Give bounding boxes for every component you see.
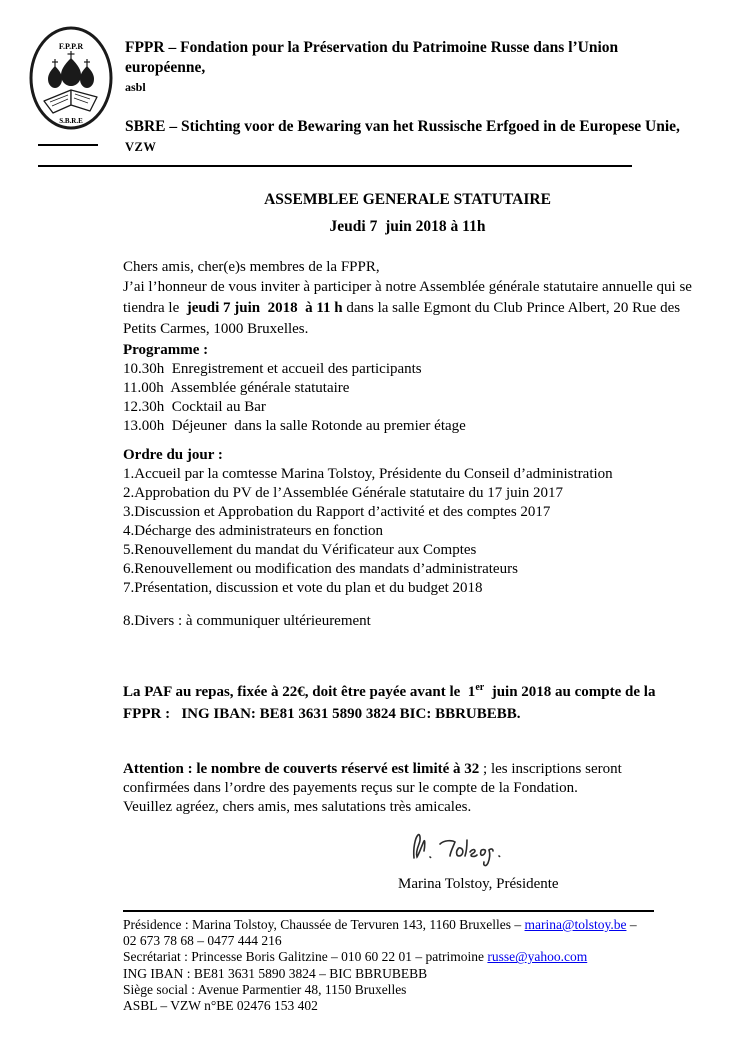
salutation: Chers amis, cher(e)s membres de la FPPR, [123, 259, 380, 275]
intro-text: J’ai l’honneur de vous inviter à participer à notre Assemblée générale statutaire annuelle qui se tiendra le [123, 279, 696, 316]
agenda-item: 4.Décharge des administrateurs en fonction [123, 523, 384, 539]
payment-ordinal-sup: er [475, 682, 485, 693]
org-names [125, 26, 697, 157]
fppr-sbre-logo-icon [29, 26, 113, 130]
agenda-label: Ordre du jour : [123, 447, 223, 463]
footer [123, 910, 669, 1014]
payment-paragraph [123, 681, 692, 725]
attention-paragraph [123, 760, 692, 798]
footer-secretariat-line [123, 949, 669, 965]
agenda-item-divers: 8.Divers : à communiquer ultérieurement [123, 613, 371, 629]
signature-handwriting-icon [400, 827, 522, 869]
footer-presidence-tail: – [626, 917, 637, 932]
org-legal-form-asbl: asbl [125, 80, 146, 94]
footer-phone-line: 02 673 78 68 – 0477 444 216 [123, 933, 282, 949]
footer-divider-line [123, 910, 654, 912]
agenda-item: 1.Accueil par la comtesse Marina Tolstoy, Présidente du Conseil d’administration [123, 466, 613, 482]
programme-item: 11.00h Assemblée générale statutaire [123, 380, 350, 396]
agenda-list [123, 465, 692, 598]
attention-rest-text: ; les inscriptions seront confirmées dans l’ordre des payements reçus sur le compte de la Fondation. [123, 761, 626, 796]
agenda-item: 7.Présentation, discussion et vote du plan et du budget 2018 [123, 580, 483, 596]
programme-item: 10.30h Enregistrement et accueil des participants [123, 361, 422, 377]
president-email-link[interactable]: marina@tolstoy.be [524, 917, 627, 932]
logo-bottom-text: S.B.R.E [59, 117, 83, 125]
agenda-item: 6.Renouvellement ou modification des mandats d’administrateurs [123, 561, 518, 577]
payment-text-tail: juin 2018 au compte de la FPPR : ING IBAN: BE81 3631 5890 3824 BIC: BBRUBEBB. [123, 684, 660, 722]
intro-date-bold: jeudi 7 juin 2018 à 11 h [186, 300, 343, 316]
footer-address-line: Siège social : Avenue Parmentier 48, 1150 Bruxelles [123, 981, 407, 997]
closing-line: Veuillez agréez, chers amis, mes salutations très amicales. [123, 799, 472, 815]
intro-paragraph [123, 277, 696, 340]
org-legal-form-vzw: VZW [125, 140, 157, 154]
attention-bold-text: Attention : le nombre de couverts réservé est limité à 32 [123, 761, 480, 777]
agenda-item: 2.Approbation du PV de l’Assemblée Générale statutaire du 17 juin 2017 [123, 485, 564, 501]
assembly-date-line: Jeudi 7 juin 2018 à 11h [329, 218, 486, 235]
secretariat-email-link[interactable]: russe@yahoo.com [487, 949, 588, 965]
letterhead [29, 26, 697, 157]
org-name-french: FPPR – Fondation pour la Préservation du Patrimoine Russe dans l’Union européenne, [125, 39, 623, 76]
org-name-dutch-text: SBRE – Stichting voor de Bewaring van het Russische Erfgoed in de Europese Unie, [125, 118, 684, 135]
signatory-name: Marina Tolstoy, Présidente [398, 876, 559, 892]
assembly-title: ASSEMBLEE GENERALE STATUTAIRE [264, 191, 551, 208]
payment-text: La PAF au repas, fixée à 22€, doit être payée avant le 1 [123, 684, 476, 700]
agenda-item: 3.Discussion et Approbation du Rapport d’activité et des comptes 2017 [123, 504, 551, 520]
footer-presidence-text: Présidence : Marina Tolstoy, Chaussée de Tervuren 143, 1160 Bruxelles – [123, 917, 525, 932]
footer-iban-line: ING IBAN : BE81 3631 5890 3824 – BIC BBRUBEBB [123, 965, 428, 981]
org-name-dutch [125, 117, 697, 157]
footer-registration-line: ASBL – VZW n°BE 02476 153 402 [123, 998, 318, 1014]
agenda-item: 5.Renouvellement du mandat du Vérificateur aux Comptes [123, 542, 477, 558]
header-divider-line [38, 165, 632, 167]
programme-item: 13.00h Déjeuner dans la salle Rotonde au premier étage [123, 418, 466, 434]
programme-list [123, 360, 692, 436]
footer-presidence-line [123, 917, 669, 933]
logo-top-text: F.P.P.R [58, 42, 84, 51]
letter-body [123, 190, 696, 894]
programme-item: 12.30h Cocktail au Bar [123, 399, 266, 415]
intro-text-tail: dans la salle Egmont du Club Prince Albert, 20 Rue des Petits Carmes, 1000 Bruxelles. [123, 300, 684, 337]
programme-label: Programme : [123, 342, 209, 358]
short-divider-line [38, 144, 98, 146]
footer-secretariat-text: Secrétariat : Princesse Boris Galitzine – 010 60 22 01 – patrimoine [123, 949, 488, 965]
